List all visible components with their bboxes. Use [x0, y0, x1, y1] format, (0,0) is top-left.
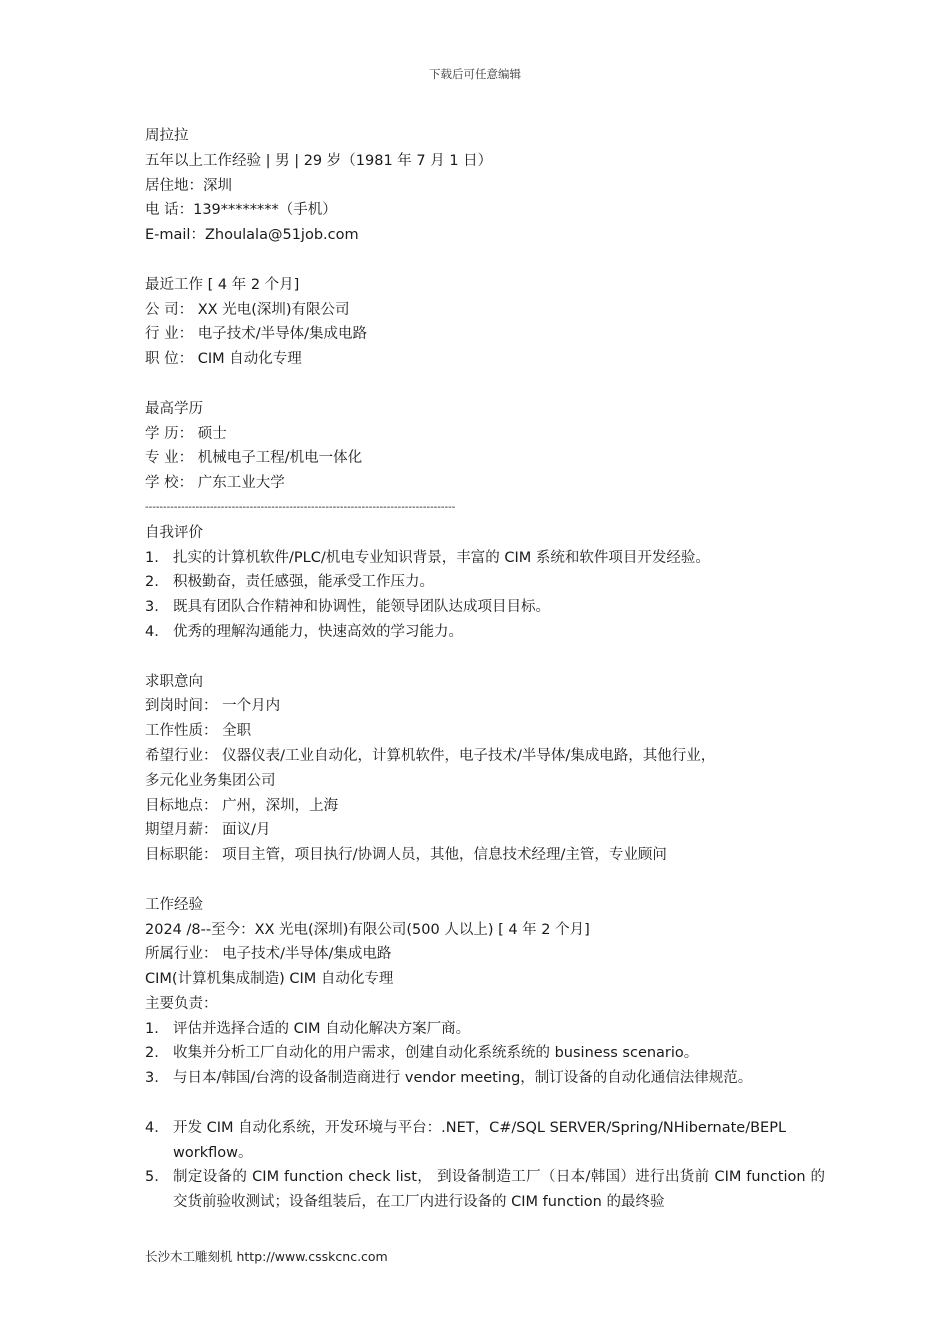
- list-number: 4.: [145, 623, 159, 640]
- list-text: 与日本/韩国/台湾的设备制造商进行 vendor meeting，制订设备的自动化通信法律规范。: [173, 1070, 753, 1087]
- recent-work-company: 公 司： XX 光电(深圳)有限公司: [145, 301, 350, 318]
- spacer: [145, 248, 825, 273]
- list-number: 3.: [145, 599, 159, 616]
- duty-item: [145, 1017, 825, 1042]
- page-header: 下载后可任意编辑: [429, 67, 521, 81]
- list-number: 2.: [145, 1045, 159, 1062]
- education-degree: 学 历： 硕士: [145, 425, 227, 442]
- spacer: [145, 1091, 825, 1116]
- list-text: 优秀的理解沟通能力，快速高效的学习能力。: [173, 623, 463, 640]
- experience-period: 2024 /8--至今：XX 光电(深圳)有限公司(500 人以上) [ 4 年 2 个月]: [145, 921, 590, 938]
- recent-work-industry: 行 业： 电子技术/半导体/集成电路: [145, 326, 367, 343]
- section-separator: --------------------------------------------------------------------------------------: [145, 501, 456, 513]
- spacer: [145, 645, 825, 670]
- recent-work-position: 职 位： CIM 自动化专理: [145, 351, 302, 368]
- education-major: 专 业： 机械电子工程/机电一体化: [145, 450, 363, 467]
- candidate-name: 周拉拉: [145, 128, 189, 144]
- list-number: 1.: [145, 1020, 159, 1037]
- list-number: 3.: [145, 1070, 159, 1087]
- experience-role: CIM(计算机集成制造) CIM 自动化专理: [145, 971, 394, 988]
- self-eval-item: [145, 595, 825, 620]
- page-footer: 长沙木工雕刻机 http://www.csskcnc.com: [145, 1249, 388, 1264]
- self-eval-title: 自我评价: [145, 524, 203, 541]
- duty-item: [145, 1041, 825, 1066]
- list-number: 2.: [145, 574, 159, 591]
- spacer: [145, 868, 825, 893]
- job-intent-function: 目标职能： 项目主管，项目执行/协调人员，其他，信息技术经理/主管，专业顾问: [145, 847, 667, 864]
- duty-item: [145, 1066, 825, 1091]
- self-eval-item: [145, 620, 825, 645]
- job-intent-salary: 期望月薪： 面议/月: [145, 822, 271, 839]
- experience-industry: 所属行业： 电子技术/半导体/集成电路: [145, 946, 392, 963]
- self-eval-item: [145, 570, 825, 595]
- resume-content: [145, 124, 825, 1215]
- job-intent-arrival: 到岗时间： 一个月内: [145, 698, 281, 715]
- list-text: 制定设备的 CIM function check list， 到设备制造工厂（日本/韩国）进行出货前 CIM function 的交货前验收测试；设备组装后，在工厂内进行设备的 CIM function 的最终验: [173, 1169, 825, 1211]
- job-intent-title: 求职意向: [145, 673, 203, 690]
- list-text: 收集并分析工厂自动化的用户需求，创建自动化系统系统的 business scenario。: [173, 1045, 699, 1062]
- duties-title: 主要负责：: [145, 995, 218, 1012]
- experience-title: 工作经验: [145, 896, 203, 913]
- education-school: 学 校： 广东工业大学: [145, 475, 285, 492]
- spacer: [145, 372, 825, 397]
- job-intent-industry-cont: 多元化业务集团公司: [145, 772, 276, 789]
- list-text: 评估并选择合适的 CIM 自动化解决方案厂商。: [173, 1020, 471, 1037]
- self-eval-item: [145, 546, 825, 571]
- candidate-phone: 电 话：139********（手机）: [145, 202, 337, 219]
- job-intent-type: 工作性质： 全职: [145, 723, 252, 740]
- list-number: 5.: [145, 1169, 159, 1186]
- candidate-email: E-mail：Zhoulala@51job.com: [145, 227, 359, 244]
- list-text: 既具有团队合作精神和协调性，能领导团队达成项目目标。: [173, 599, 550, 616]
- candidate-residence: 居住地：深圳: [145, 177, 232, 194]
- duty-item: [145, 1116, 825, 1166]
- list-number: 1.: [145, 549, 159, 566]
- list-text: 扎实的计算机软件/PLC/机电专业知识背景，丰富的 CIM 系统和软件项目开发经验。: [173, 549, 710, 566]
- education-title: 最高学历: [145, 400, 203, 417]
- list-text: 积极勤奋，责任感强，能承受工作压力。: [173, 574, 434, 591]
- duty-item: [145, 1165, 825, 1215]
- job-intent-location: 目标地点： 广州，深圳，上海: [145, 797, 339, 814]
- job-intent-industry: 希望行业： 仪器仪表/工业自动化，计算机软件，电子技术/半导体/集成电路，其他行业，: [145, 747, 716, 764]
- list-text: 开发 CIM 自动化系统，开发环境与平台：.NET，C#/SQL SERVER/Spring/NHibernate/BEPL workflow。: [173, 1119, 787, 1161]
- recent-work-title: 最近工作 [ 4 年 2 个月]: [145, 276, 300, 293]
- candidate-summary: 五年以上工作经验 | 男 | 29 岁（1981 年 7 月 1 日）: [145, 152, 493, 169]
- list-number: 4.: [145, 1119, 159, 1136]
